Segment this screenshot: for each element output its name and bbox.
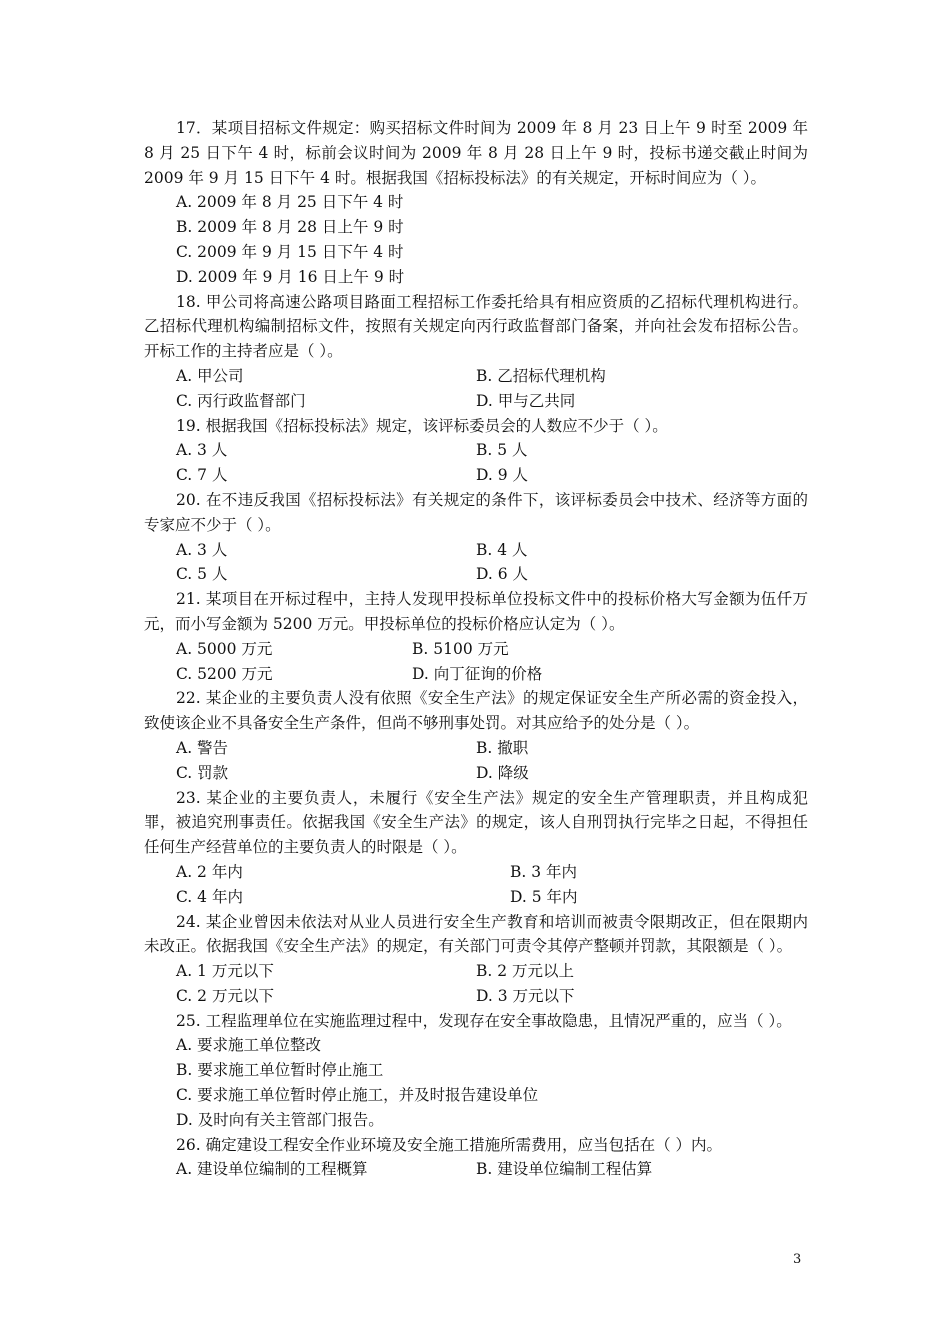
question-22-option-a: A. 警告 [176,738,229,757]
question-19-options-row-2 [144,463,808,488]
question-24-option-c: C. 2 万元以下 [176,986,274,1005]
question-17-option-c: C. 2009 年 9 月 15 日下午 4 时 [176,242,404,261]
question-19-option-d: D. 9 人 [476,466,529,485]
question-23-options-row-1 [144,860,808,885]
question-19-option-a: A. 3 人 [176,441,228,460]
question-21-options-row-2 [144,662,808,687]
question-21-option-a: A. 5000 万元 [176,639,273,658]
question-20-option-a: A. 3 人 [176,540,228,559]
question-24-option-d: D. 3 万元以下 [476,986,575,1005]
question-23-stem: 23. 某企业的主要负责人，未履行《安全生产法》规定的安全生产管理职责，并且构成犯罪，被追究刑事责任。依据我国《安全生产法》的规定，该人自刑罚执行完毕之日起，不得担任任何生产经营单位的主要负责人的时限是（ ）。 [144,788,808,857]
question-22-option-c: C. 罚款 [176,763,229,782]
question-20-option-b: B. 4 人 [476,540,528,559]
question-17-option-d: D. 2009 年 9 月 16 日上午 9 时 [176,267,405,286]
question-19-options-row-1 [144,438,808,463]
question-21-option-d: D. 向丁征询的价格 [412,664,543,683]
question-18-option-a: A. 甲公司 [176,366,244,385]
question-22-options-row-2 [144,761,808,786]
question-20-stem: 20. 在不违反我国《招标投标法》有关规定的条件下，该评标委员会中技术、经济等方面的专家应不少于（ ）。 [144,490,808,534]
question-23-options-row-2 [144,885,808,910]
question-23-option-a: A. 2 年内 [176,862,243,881]
question-26-options-row-1 [144,1157,808,1182]
question-19-stem: 19. 根据我国《招标投标法》规定，该评标委员会的人数应不少于（ ）。 [176,416,668,435]
question-20-option-c: C. 5 人 [176,565,228,584]
question-23-option-b: B. 3 年内 [510,862,578,881]
question-17-option-a: A. 2009 年 8 月 25 日下午 4 时 [176,193,404,212]
question-24-option-a: A. 1 万元以下 [176,962,274,981]
question-26-stem: 26. 确定建设工程安全作业环境及安全施工措施所需费用，应当包括在（ ）内。 [176,1135,723,1154]
page-number: 3 [793,1252,802,1267]
question-19-option-c: C. 7 人 [176,466,228,485]
question-21-options-row-1 [144,637,808,662]
question-25-option-d: D. 及时向有关主管部门报告。 [176,1110,384,1129]
question-25-stem: 25. 工程监理单位在实施监理过程中，发现存在安全事故隐患，且情况严重的，应当（ ）。 [176,1011,792,1030]
question-20-options-row-2 [144,562,808,587]
question-24-stem: 24. 某企业曾因未依法对从业人员进行安全生产教育和培训而被责令限期改正，但在限期内未改正。依据我国《安全生产法》的规定，有关部门可责令其停产整顿并罚款，其限额是（ ）。 [144,912,808,956]
question-26-option-a: A. 建设单位编制的工程概算 [176,1160,368,1179]
question-21-stem: 21. 某项目在开标过程中，主持人发现甲投标单位投标文件中的投标价格大写金额为伍仟万元，而小写金额为 5200 万元。甲投标单位的投标价格应认定为（ ）。 [144,590,808,633]
question-22-option-b: B. 撤职 [476,738,529,757]
question-25-option-a: A. 要求施工单位整改 [176,1036,322,1055]
question-18-stem: 18. 甲公司将高速公路项目路面工程招标工作委托给具有相应资质的乙招标代理机构进行。乙招标代理机构编制招标文件，按照有关规定向丙行政监督部门备案，并向社会发布招标公告。开标工作的主持者应是（ ）。 [144,292,808,361]
question-19-option-b: B. 5 人 [476,441,528,460]
question-23-option-d: D. 5 年内 [510,887,578,906]
question-20-option-d: D. 6 人 [476,565,529,584]
question-22-stem: 22. 某企业的主要负责人没有依照《安全生产法》的规定保证安全生产所必需的资金投入，致使该企业不具备安全生产条件，但尚不够刑事处罚。对其应给予的处分是（ ）。 [144,689,808,733]
question-18-options-row-1 [144,364,808,389]
question-24-option-b: B. 2 万元以上 [476,962,575,981]
question-17-stem: 17．某项目招标文件规定：购买招标文件时间为 2009 年 8 月 23 日上午 9 时至 2009 年 8 月 25 日下午 4 时，标前会议时间为 2009 年 8 月 28 日上午 9 时，投标书递交截止时间为 2009 年 9 月 15 日下午 4 时。根据我国《招标投标法》的有关规定，开标时间应为（ ）。 [144,119,808,187]
question-24-options-row-1 [144,959,808,984]
question-18-option-c: C. 丙行政监督部门 [176,391,306,410]
question-18-options-row-2 [144,389,808,414]
question-21-option-c: C. 5200 万元 [176,664,273,683]
question-17-option-b: B. 2009 年 8 月 28 日上午 9 时 [176,218,404,237]
question-26-option-b: B. 建设单位编制工程估算 [476,1160,653,1179]
document-body [144,116,808,1182]
question-22-options-row-1 [144,736,808,761]
question-21-option-b: B. 5100 万元 [412,639,509,658]
question-18-option-b: B. 乙招标代理机构 [476,366,606,385]
question-20-options-row-1 [144,538,808,563]
question-25-option-c: C. 要求施工单位暂时停止施工，并及时报告建设单位 [176,1086,539,1105]
question-23-option-c: C. 4 年内 [176,887,243,906]
question-18-option-d: D. 甲与乙共同 [476,391,576,410]
question-22-option-d: D. 降级 [476,763,529,782]
question-24-options-row-2 [144,984,808,1009]
question-25-option-b: B. 要求施工单位暂时停止施工 [176,1061,384,1080]
